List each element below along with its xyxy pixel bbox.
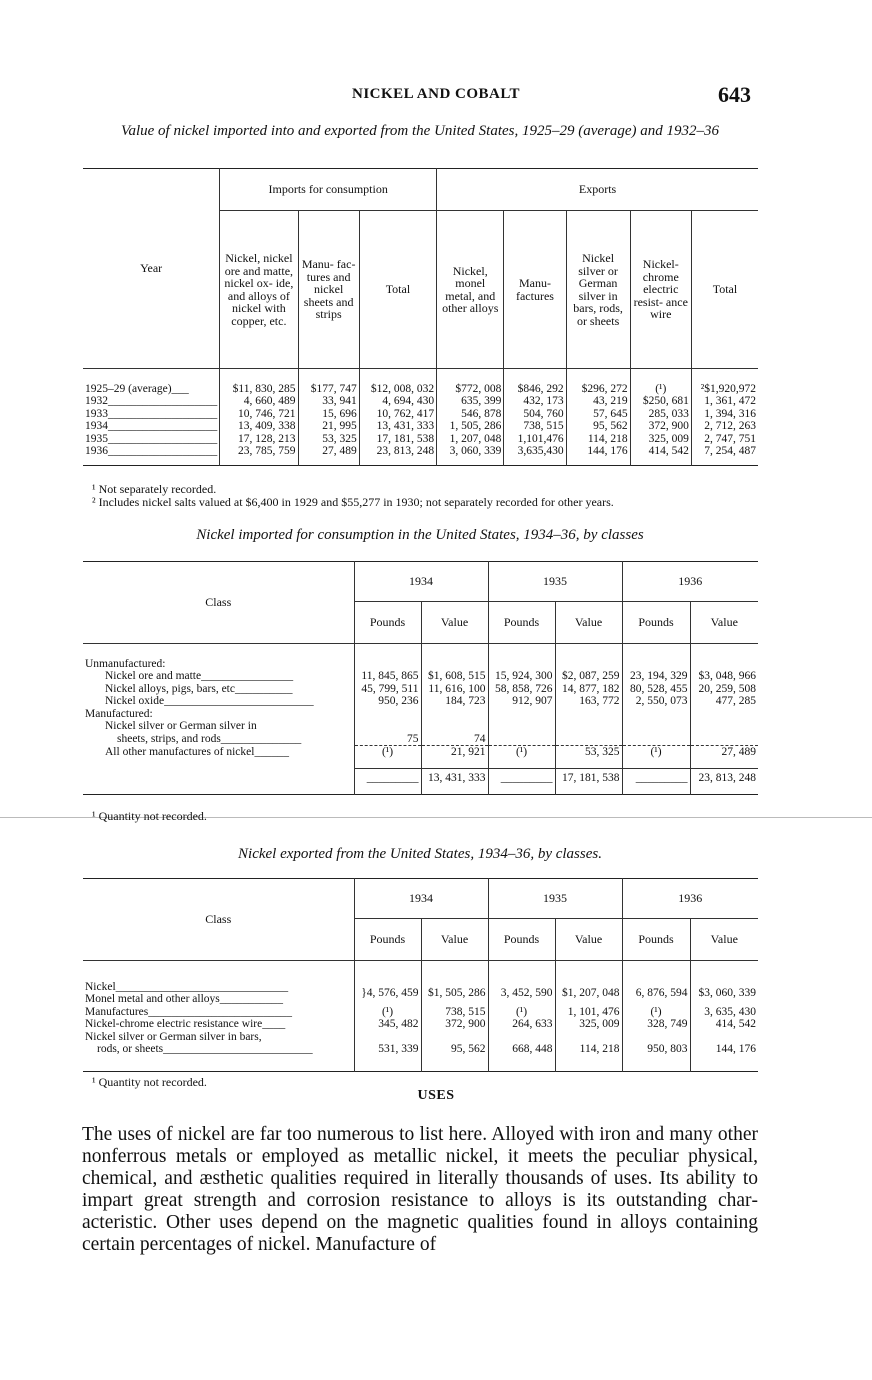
cell: 20, 259, 508	[690, 683, 758, 696]
cell: $2, 087, 259	[555, 670, 622, 683]
cell: 43, 219	[566, 395, 630, 408]
table-row	[83, 1018, 758, 1031]
cell: 738, 515	[504, 420, 566, 433]
row-year: 1932___________________	[85, 395, 218, 407]
table1-footnote-2: ² Includes nickel salts valued at $6,400 in 1929 and $55,277 in 1930; not separately recorded for other years.	[92, 495, 614, 509]
cell: _________	[354, 769, 421, 787]
col-exp-chrome: Nickel- chrome electric resist- ance wire	[630, 211, 691, 369]
cell: 15, 696	[298, 408, 359, 421]
cell: 3, 635, 430	[690, 1006, 758, 1019]
col-class: Class	[83, 562, 354, 644]
cell: 372, 900	[421, 1018, 488, 1031]
running-title: NICKEL AND COBALT	[352, 86, 520, 102]
cell: 1, 394, 316	[691, 408, 758, 421]
cell: 23, 813, 248	[359, 445, 436, 458]
cell: 4, 660, 489	[220, 395, 298, 408]
cell: 15, 924, 300	[488, 670, 555, 683]
col-exp-manufactures: Manu- factures	[504, 211, 566, 369]
cell: 17, 181, 538	[359, 433, 436, 446]
row-label: All other manufactures of nickel______	[105, 745, 289, 758]
table3-footnote: ¹ Quantity not recorded.	[92, 1075, 207, 1089]
row-year: 1935___________________	[85, 432, 218, 445]
cell: 6, 876, 594	[622, 981, 690, 1006]
cell: 1, 505, 286	[437, 420, 504, 433]
cell: 21, 921	[421, 746, 488, 759]
row-label: Nickel silver or German silver in	[105, 720, 257, 732]
table-row	[83, 695, 758, 708]
col-imp-manufactures: Manu- fac- tures and nickel sheets and strips	[298, 211, 359, 369]
cell: $296, 272	[566, 383, 630, 396]
table2-nickel-imports-by-class	[83, 561, 758, 795]
cell: 45, 799, 511	[354, 683, 421, 696]
cell: $12, 008, 032	[359, 383, 436, 396]
cell: 27, 489	[690, 746, 758, 759]
table-row	[83, 733, 758, 746]
table-row	[83, 670, 758, 683]
col-pounds: Pounds	[488, 602, 555, 644]
page-number: 643	[718, 82, 751, 107]
col-imp-nickel: Nickel, nickel ore and matte, nickel ox- ide, and alloys of nickel with copper, etc.	[220, 211, 298, 369]
cell: 328, 749	[622, 1018, 690, 1031]
table-row	[83, 445, 758, 458]
row-year: 1936___________________	[85, 445, 218, 457]
col-exp-total: Total	[691, 211, 758, 369]
table-row	[83, 981, 758, 994]
group-unmanufactured: Unmanufactured:	[85, 657, 166, 670]
col-pounds: Pounds	[622, 602, 690, 644]
col-value: Value	[690, 919, 758, 961]
row-label: rods, or sheets__________________________	[97, 1043, 313, 1055]
cell: 80, 528, 455	[622, 683, 690, 696]
cell: 184, 723	[421, 695, 488, 708]
cell: 3, 060, 339	[437, 445, 504, 458]
cell: 11, 845, 865	[354, 670, 421, 683]
group-manufactured: Manufactured:	[85, 707, 153, 720]
cell: 11, 616, 100	[421, 683, 488, 696]
cell: 2, 747, 751	[691, 433, 758, 446]
cell: 10, 746, 721	[220, 408, 298, 421]
col-value: Value	[690, 602, 758, 644]
cell: $772, 008	[437, 383, 504, 396]
col-class: Class	[83, 879, 354, 961]
total-row	[83, 769, 758, 787]
cell: 13, 409, 338	[220, 420, 298, 433]
cell: 144, 176	[566, 445, 630, 458]
col-year-1936: 1936	[622, 562, 758, 602]
cell: 10, 762, 417	[359, 408, 436, 421]
cell: _________	[622, 769, 690, 787]
cell: 33, 941	[298, 395, 359, 408]
table-row	[83, 746, 758, 759]
cell: (¹)	[354, 1006, 421, 1019]
cell: (¹)	[622, 1006, 690, 1019]
table1-caption: Value of nickel imported into and exported from the United States, 1925–29 (average) and 1932–36	[120, 123, 720, 139]
table1-value-imports-exports	[83, 168, 758, 466]
row-label: Nickel______________________________	[85, 980, 289, 993]
cell: 7, 254, 487	[691, 445, 758, 458]
cell: $1, 608, 515	[421, 670, 488, 683]
col-year-1934: 1934	[354, 879, 488, 919]
cell: (¹)	[630, 383, 691, 396]
col-year-1936: 1936	[622, 879, 758, 919]
cell	[622, 733, 690, 746]
table3-caption: Nickel exported from the United States, 1934–36, by classes.	[238, 846, 602, 862]
cell: 14, 877, 182	[555, 683, 622, 696]
cell: $846, 292	[504, 383, 566, 396]
cell: 477, 285	[690, 695, 758, 708]
cell: 163, 772	[555, 695, 622, 708]
row-year: 1925–29 (average)___	[85, 382, 189, 395]
row-year: 1933___________________	[85, 407, 218, 420]
cell: 432, 173	[504, 395, 566, 408]
table-row	[83, 408, 758, 421]
cell: 27, 489	[298, 445, 359, 458]
row-label: Monel metal and other alloys___________	[85, 993, 284, 1005]
cell: 414, 542	[690, 1018, 758, 1031]
col-value: Value	[421, 602, 488, 644]
cell: 1, 101, 476	[555, 1006, 622, 1019]
table-row	[83, 433, 758, 446]
row-label: Nickel oxide__________________________	[105, 695, 314, 707]
cell	[488, 733, 555, 746]
cell: 3, 452, 590	[488, 981, 555, 1006]
cell: 912, 907	[488, 695, 555, 708]
cell: 1, 207, 048	[437, 433, 504, 446]
cell: 57, 645	[566, 408, 630, 421]
cell	[555, 733, 622, 746]
cell: 23, 813, 248	[690, 769, 758, 787]
cell: 504, 760	[504, 408, 566, 421]
cell: 3,635,430	[504, 445, 566, 458]
cell: 114, 218	[566, 433, 630, 446]
cell: 17, 181, 538	[555, 769, 622, 787]
table-row	[83, 383, 758, 396]
cell: $177, 747	[298, 383, 359, 396]
cell: 414, 542	[630, 445, 691, 458]
cell: _________	[488, 769, 555, 787]
table2-caption: Nickel imported for consumption in the United States, 1934–36, by classes	[196, 527, 644, 543]
cell: $3, 048, 966	[690, 670, 758, 683]
col-value: Value	[555, 602, 622, 644]
cell: 4, 694, 430	[359, 395, 436, 408]
cell: 53, 325	[298, 433, 359, 446]
col-value: Value	[555, 919, 622, 961]
cell: 668, 448	[488, 1043, 555, 1056]
cell: 1,101,476	[504, 433, 566, 446]
cell: 144, 176	[690, 1043, 758, 1056]
cell: 325, 009	[630, 433, 691, 446]
cell: (¹)	[488, 1006, 555, 1019]
row-label: Nickel silver or German silver in bars,	[85, 1030, 262, 1043]
row-label: Nickel alloys, pigs, bars, etc__________	[105, 682, 293, 695]
cell: $1, 207, 048	[555, 981, 622, 1006]
cell: 53, 325	[555, 746, 622, 759]
cell: (¹)	[488, 746, 555, 759]
row-label: Manufactures_________________________	[85, 1005, 292, 1018]
cell: 2, 712, 263	[691, 420, 758, 433]
cell: $1, 505, 286	[421, 981, 488, 1006]
cell: (¹)	[354, 746, 421, 759]
col-value: Value	[421, 919, 488, 961]
cell: 13, 431, 333	[359, 420, 436, 433]
cell: 75	[354, 733, 421, 746]
cell: 95, 562	[566, 420, 630, 433]
col-pounds: Pounds	[354, 919, 421, 961]
cell: }4, 576, 459	[354, 981, 421, 1006]
cell: 74	[421, 733, 488, 746]
cell: 372, 900	[630, 420, 691, 433]
col-year-1935: 1935	[488, 879, 622, 919]
table1-footnote-1: ¹ Not separately recorded.	[92, 482, 217, 496]
cell	[690, 733, 758, 746]
cell: 1, 361, 472	[691, 395, 758, 408]
cell: 950, 803	[622, 1043, 690, 1056]
table2-footnote: ¹ Quantity not recorded.	[92, 809, 207, 823]
row-label: Nickel-chrome electric resistance wire____	[85, 1018, 286, 1030]
row-label: Nickel ore and matte________________	[105, 670, 294, 682]
cell: 114, 218	[555, 1043, 622, 1056]
cell: 345, 482	[354, 1018, 421, 1031]
cell: 95, 562	[421, 1043, 488, 1056]
cell: 2, 550, 073	[622, 695, 690, 708]
group-exports: Exports	[437, 169, 758, 211]
cell: 950, 236	[354, 695, 421, 708]
col-pounds: Pounds	[622, 919, 690, 961]
col-pounds: Pounds	[354, 602, 421, 644]
section-heading-uses: USES	[417, 1088, 455, 1103]
table-row	[83, 395, 758, 408]
col-year-1934: 1934	[354, 562, 488, 602]
table-row	[83, 420, 758, 433]
cell: ²$1,920,972	[691, 383, 758, 396]
cell: 264, 633	[488, 1018, 555, 1031]
cell: 546, 878	[437, 408, 504, 421]
cell: $3, 060, 339	[690, 981, 758, 1006]
table-row	[83, 1043, 758, 1056]
cell: $11, 830, 285	[220, 383, 298, 396]
col-year: Year	[83, 169, 220, 369]
uses-paragraph: The uses of nickel are far too numerous to list here. Alloyed with iron and many other nonferrous metals or employed as metallic nickel, it meets the peculiar physical, chemical, and æsthetic qualities required in literally thousands of uses. Its ability to impart great strength and corrosion resistance to alloys is its outstanding characteristic. Other uses depend on the magnetic qualities found in alloys containing certain percentages of nickel. Manufacture of	[82, 1124, 758, 1255]
table3-nickel-exports-by-class	[83, 878, 758, 1072]
cell: 285, 033	[630, 408, 691, 421]
cell: 738, 515	[421, 1006, 488, 1019]
cell: (¹)	[622, 746, 690, 759]
cell: 635, 399	[437, 395, 504, 408]
cell: 58, 858, 726	[488, 683, 555, 696]
cell: 17, 128, 213	[220, 433, 298, 446]
table-row	[83, 683, 758, 696]
cell: 325, 009	[555, 1018, 622, 1031]
cell: 23, 785, 759	[220, 445, 298, 458]
col-exp-silver: Nickel silver or German silver in bars, rods, or sheets	[566, 211, 630, 369]
row-label: sheets, strips, and rods______________	[117, 732, 302, 745]
cell: 13, 431, 333	[421, 769, 488, 787]
col-pounds: Pounds	[488, 919, 555, 961]
col-year-1935: 1935	[488, 562, 622, 602]
cell: 21, 995	[298, 420, 359, 433]
col-exp-nickel: Nickel, monel metal, and other alloys	[437, 211, 504, 369]
row-year: 1934___________________	[85, 420, 218, 432]
table-row	[83, 1006, 758, 1019]
group-imports: Imports for consumption	[220, 169, 437, 211]
col-imp-total: Total	[359, 211, 436, 369]
cell: $250, 681	[630, 395, 691, 408]
cell: 23, 194, 329	[622, 670, 690, 683]
cell: 531, 339	[354, 1043, 421, 1056]
